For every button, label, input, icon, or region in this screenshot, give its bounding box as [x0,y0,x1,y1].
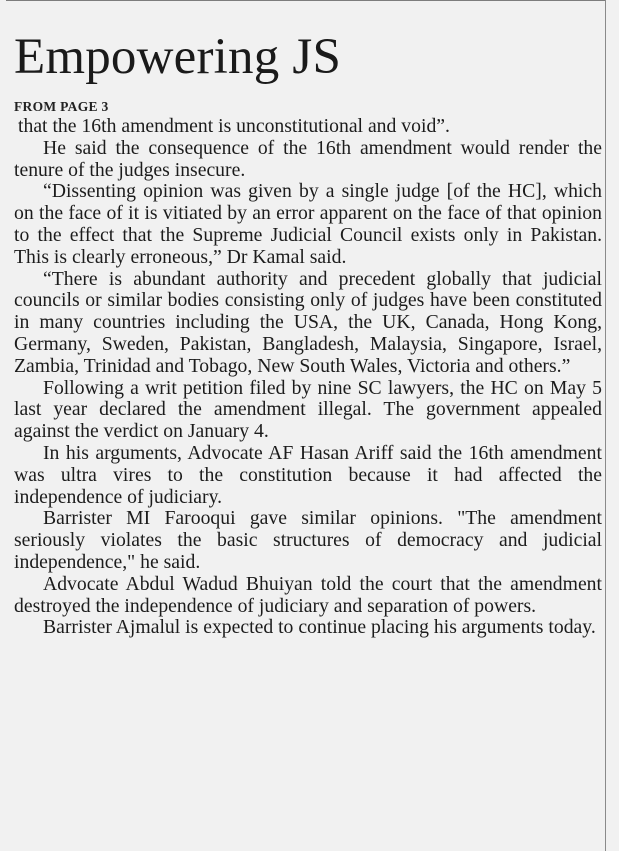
paragraph: Advocate Abdul Wadud Bhuiyan told the court that the amendment destroyed the independence of judiciary and separation of powers. [14,572,602,617]
headline: Empowering JS [14,29,342,85]
paragraph: He said the consequence of the 16th amendment would render the tenure of the judges insecure. [14,136,602,181]
top-border-rule [6,0,606,1]
column-border-rule [605,0,606,851]
paragraph-continuation: that the 16th amendment is unconstitutional and void”. [18,115,450,137]
article-body [14,116,602,639]
paragraph: “Dissenting opinion was given by a single judge [of the HC], which on the face of it is vitiated by an error apparent on the face of that opinion to the effect that the Supreme Judicial Council exists only in Pakistan. This is clearly erroneous,” Dr Kamal said. [14,180,602,268]
paragraph: “There is abundant authority and precedent globally that judicial councils or similar bodies consisting only of judges have been constituted in many countries including the USA, the UK, Canada, Hong Kong, Germany, Sweden, Pakistan, Bangladesh, Malaysia, Singapore, Israel, Zambia, Trinidad and Tobago, New South Wales, Victoria and others.” [14,267,602,377]
paragraph: In his arguments, Advocate AF Hasan Ariff said the 16th amendment was ultra vires to the constitution because it had affected the independence of judiciary. [14,441,602,508]
paragraph: Barrister MI Farooqui gave similar opinions. "The amendment seriously violates the basic structures of democracy and judicial independence," he said. [14,507,602,573]
jump-line: FROM PAGE 3 [14,99,109,114]
news-article [14,24,602,639]
paragraph: Barrister Ajmalul is expected to continue placing his arguments today. [43,616,596,639]
paragraph: Following a writ petition filed by nine SC lawyers, the HC on May 5 last year declared the amendment illegal. The government appealed against the verdict on January 4. [14,376,602,443]
